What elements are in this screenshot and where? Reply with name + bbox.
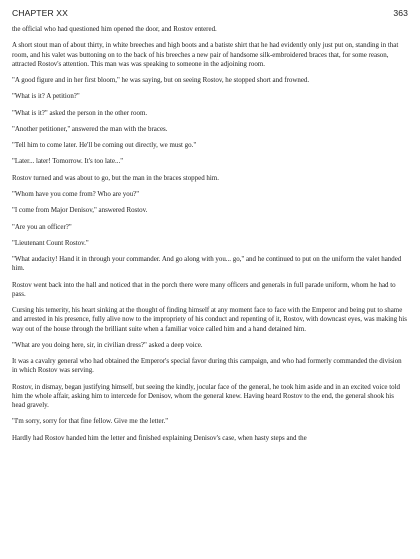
body-text bbox=[12, 25, 408, 450]
paragraph: "Whom have you come from? Who are you?" bbox=[12, 190, 140, 199]
paragraph: "Are you an officer?" bbox=[12, 222, 72, 231]
paragraph: "I'm sorry, sorry for that fine fellow. Give me the letter." bbox=[12, 417, 169, 426]
running-header bbox=[12, 8, 408, 22]
paragraph: "I come from Major Denisov," answered Rostov. bbox=[12, 206, 148, 215]
paragraph: It was a cavalry general who had obtained the Emperor's special favor during this campaign, and who had formerly commanded the division in which Rostov was serving. bbox=[12, 357, 402, 375]
paragraph: Hardly had Rostov handed him the letter and finished explaining Denisov's case, when hasty steps and the bbox=[12, 433, 307, 442]
paragraph: "What are you doing here, sir, in civilian dress?" asked a deep voice. bbox=[12, 340, 203, 349]
paragraph: "Tell him to come later. He'll be coming out directly, we must go." bbox=[12, 141, 197, 150]
page-number: 363 bbox=[393, 8, 408, 18]
paragraph: "A good figure and in her first bloom," he was saying, but on seeing Rostov, he stopped short and frowned. bbox=[12, 76, 310, 84]
paragraph: the official who had questioned him opened the door, and Rostov entered. bbox=[12, 25, 217, 33]
paragraph: Cursing his temerity, his heart sinking at the thought of finding himself at any moment face to face with the Emperor and being put to shame and arrested in his presence, fully alive now to the impropriety of his conduct and repenting of it, Rostov, with downcast eyes, was making his way out of the house through the brilliant suite when a familiar voice called him and a hand detained him. bbox=[12, 306, 407, 333]
paragraph: "What is it? A petition?" bbox=[12, 92, 80, 101]
paragraph: Rostov, in dismay, began justifying himself, but seeing the kindly, jocular face of the general, he took him aside and in an excited voice told him the whole affair, asking him to intercede for Denisov, whom the general knew. Having heard Rostov to the end, the general shook his head gravely. bbox=[12, 382, 401, 410]
paragraph: A short stout man of about thirty, in white breeches and high boots and a batiste shirt that he had evidently only just put on, standing in that room, and his valet was buttoning on to the back of his breeches a new pair of handsome silk-embroidered braces that, for some reason, attracted Rostov's attention. This man was was speaking to someone in the adjoining room. bbox=[12, 41, 399, 68]
chapter-title: CHAPTER XX bbox=[12, 8, 68, 18]
paragraph: "What audacity! Hand it in through your commander. And go along with you... go," and he continued to put on the uniform the valet handed him. bbox=[12, 255, 402, 273]
paragraph: Rostov turned and was about to go, but the man in the braces stopped him. bbox=[12, 173, 219, 182]
paragraph: Rostov went back into the hall and noticed that in the porch there were many officers and generals in full parade uniform, whom he had to pass. bbox=[12, 280, 396, 298]
book-page bbox=[12, 0, 408, 559]
paragraph: "What is it?" asked the person in the other room. bbox=[12, 108, 148, 117]
paragraph: "Later... later! Tomorrow. It's too late..." bbox=[12, 157, 124, 166]
paragraph: "Another petitioner," answered the man with the braces. bbox=[12, 124, 168, 133]
paragraph: "Lieutenant Count Rostov." bbox=[12, 238, 89, 247]
